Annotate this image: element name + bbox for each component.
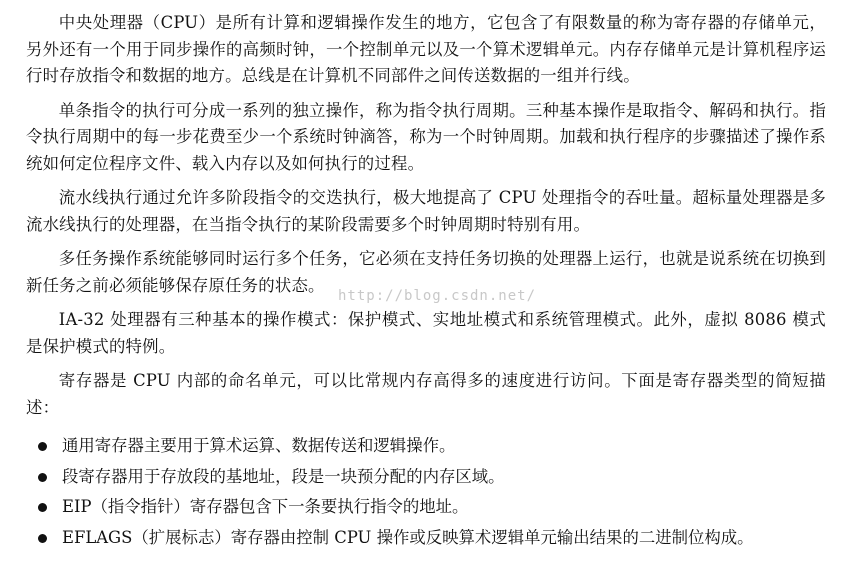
watermark-text: http://blog.csdn.net/ xyxy=(338,288,537,304)
list-item xyxy=(26,464,826,491)
paragraph-operating-modes: IA-32 处理器有三种基本的操作模式：保护模式、实地址模式和系统管理模式。此外，虚拟 8086 模式是保护模式的特例。 xyxy=(26,310,826,356)
list-item-text: 段寄存器用于存放段的基地址，段是一块预分配的内存区域。 xyxy=(62,466,505,486)
list-item xyxy=(26,433,826,460)
bullet-icon xyxy=(38,534,47,543)
document-body xyxy=(26,10,826,555)
bullet-icon xyxy=(38,442,47,451)
paragraph-multitasking: 多任务操作系统能够同时运行多个任务，它必须在支持任务切换的处理器上运行，也就是说系统在切换到新任务之前必须能够保存原任务的状态。 xyxy=(26,249,826,295)
list-item-text: 通用寄存器主要用于算术运算、数据传送和逻辑操作。 xyxy=(62,436,456,455)
list-item-text: EFLAGS（扩展标志）寄存器由控制 CPU 操作或反映算术逻辑单元输出结果的二进制位构成。 xyxy=(62,527,754,547)
paragraph-cpu-overview: 中央处理器（CPU）是所有计算和逻辑操作发生的地方，它包含了有限数量的称为寄存器的存储单元，另外还有一个用于同步操作的高频时钟，一个控制单元以及一个算术逻辑单元。内存存储单元是计算机程序运行时存放指令和数据的地方。总线是在计算机不同部件之间传送数据的一组并行线。 xyxy=(26,13,826,85)
paragraph-registers-intro: 寄存器是 CPU 内部的命名单元，可以比常规内存高得多的速度进行访问。下面是寄存器类型的简短描述： xyxy=(26,371,826,417)
paragraph-instruction-cycle: 单条指令的执行可分成一系列的独立操作，称为指令执行周期。三种基本操作是取指令、解码和执行。指令执行周期中的每一步花费至少一个系统时钟滴答，称为一个时钟周期。加载和执行程序的步骤描述了操作系统如何定位程序文件、载入内存以及如何执行的过程。 xyxy=(26,100,826,173)
list-item xyxy=(26,525,826,552)
list-item-text: EIP（指令指针）寄存器包含下一条要执行指令的地址。 xyxy=(62,497,469,516)
bullet-icon xyxy=(38,503,47,512)
list-item xyxy=(26,494,826,521)
paragraph-pipelining: 流水线执行通过允许多阶段指令的交迭执行，极大地提高了 CPU 处理指令的吞吐量。超标量处理器是多流水线执行的处理器，在当指令执行的某阶段需要多个时钟周期时特别有用。 xyxy=(26,188,826,234)
register-type-list xyxy=(26,433,826,551)
bullet-icon xyxy=(38,473,47,482)
